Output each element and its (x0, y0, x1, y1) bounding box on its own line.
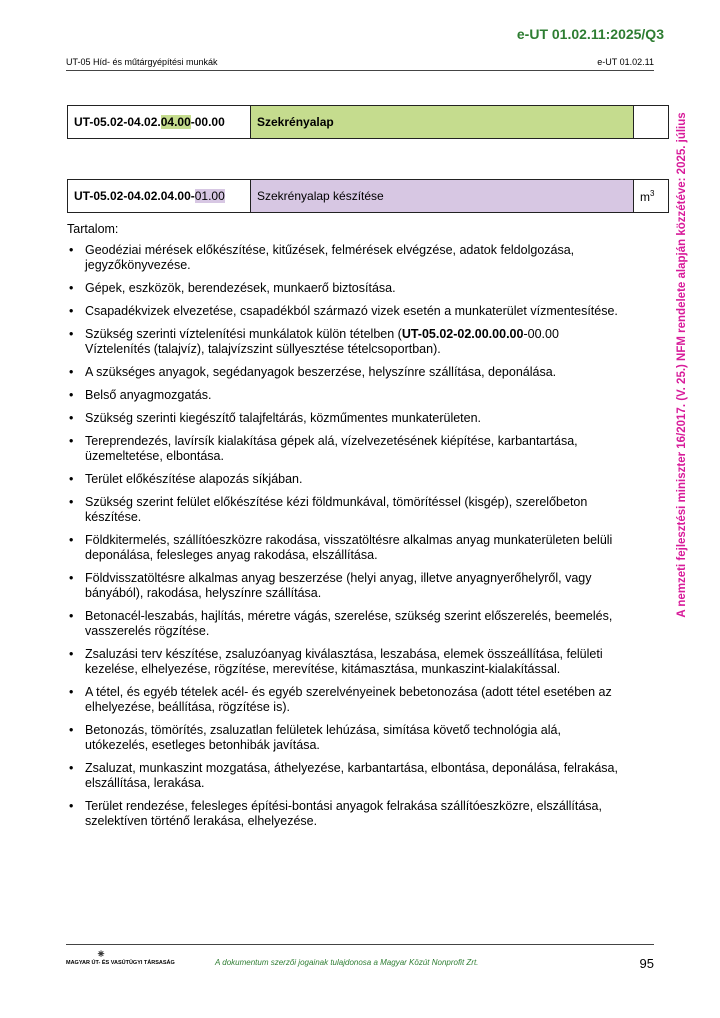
list-item: • Betonozás, tömörítés, zsaluzatlan felületek lehúzása, simítása követő technológia alá, utókezelés, esetleges betonhibák javítása. (67, 723, 627, 753)
item-group-title: Szekrényalap (251, 106, 634, 139)
list-item: • Szükség szerinti kiegészítő talajfeltárás, közműmentes munkaterületen. (67, 411, 627, 426)
list-item: • Csapadékvizek elvezetése, csapadékból származó vizek esetén a munkaterület vízmentesítése. (67, 304, 627, 319)
logo (66, 947, 176, 969)
side-note-text: A nemzeti fejlesztési miniszter 16/2017. (V. 25.) NFM rendelete alapján közzétéve: 2025. július (676, 112, 688, 618)
list-item: • A szükséges anyagok, segédanyagok beszerzése, helyszínre szállítása, deponálása. (67, 365, 627, 380)
list-item: • Tereprendezés, lavírsík kialakítása gépek alá, vízelvezetésének kiépítése, karbantartása, üzemeltetése, elbontása. (67, 434, 627, 464)
list-item: • Geodéziai mérések előkészítése, kitűzések, felmérések elvégzése, adatok feldolgozása, jegyzőkönyvezése. (67, 243, 627, 273)
list-item: • Zsaluzat, munkaszint mozgatása, áthelyezése, karbantartása, elbontása, deponálása, felrakása, elszállítása, lerakása. (67, 761, 627, 791)
list-item: • Földvisszatöltésre alkalmas anyag beszerzése (helyi anyag, illetve anyagnyerőhelyről, vagy bányából), rakodása, helyszínre szállítása. (67, 571, 627, 601)
list-item: • Szükség szerinti víztelenítési munkálatok külön tételben (UT-05.02-02.00.00.00-00.00 Víztelenítés (talajvíz), talajvízszint süllyesztése tételcsoportban). (67, 327, 627, 357)
list-item: • Terület előkészítése alapozás síkjában. (67, 472, 627, 487)
page-number: 95 (639, 956, 654, 971)
list-item: • Földkitermelés, szállítóeszközre rakodása, visszatöltésre alkalmas anyag munkaterületen belüli deponálása, felesleges anyag rakodása, elszállítása. (67, 533, 627, 563)
document-id: e-UT 01.02.11:2025/Q3 (516, 26, 664, 42)
item-row (68, 180, 669, 213)
code-highlight: 04.00 (160, 115, 191, 129)
content-section (67, 222, 627, 837)
copyright-note: A dokumentum szerzői jogainak tulajdonosa a Magyar Közút Nonprofit Zrt. (215, 958, 479, 967)
referenced-item-code: UT-05.02-02.00.00.00 (401, 327, 524, 341)
code-highlight: 01.00 (194, 189, 225, 203)
list-item: • Belső anyagmozgatás. (67, 388, 627, 403)
item-code: UT-05.02-04.02.04.00-01.00 (68, 180, 251, 213)
bird-icon: ⁕ (96, 947, 107, 961)
content-list (67, 243, 627, 829)
list-item: • Szükség szerint felület előkészítése kézi földmunkával, tömörítéssel (kisgép), szerelőbeton készítése. (67, 495, 627, 525)
item-title: Szekrényalap készítése (251, 180, 634, 213)
list-item: • A tétel, és egyéb tételek acél- és egyéb szerelvényeinek bebetonozása (adott tétel esetében az elhelyezése, beállítása, rögzítése is). (67, 685, 627, 715)
item-unit: $m^3$ (634, 180, 669, 213)
item-group-table (67, 105, 669, 139)
list-item: • Betonacél-leszabás, hajlítás, méretre vágás, szerelése, szükség szerint előszerelés, beemelés, vasszerelés rögzítése. (67, 609, 627, 639)
footer-divider (66, 944, 654, 945)
item-group-unit (634, 106, 669, 139)
list-item: • Zsaluzási terv készítése, zsaluzóanyag kiválasztása, leszabása, elemek összeállítása, felületi kezelése, elhelyezése, rögzítése, merevítése, kitámasztása, munkaszint-kialakítással. (67, 647, 627, 677)
list-item: • Terület rendezése, felesleges építési-bontási anyagok felrakása szállítóeszközre, elszállítása, szelektíven történő lerakása, elhelyezése. (67, 799, 627, 829)
header-doc-code: e-UT 01.02.11 (597, 57, 654, 67)
content-heading: Tartalom: (67, 222, 119, 236)
item-group-code: UT-05.02-04.02.04.00-00.00 (68, 106, 251, 139)
header-divider (66, 70, 654, 71)
item-table (67, 179, 669, 213)
list-item: • Gépek, eszközök, berendezések, munkaerő biztosítása. (67, 281, 627, 296)
header-chapter: UT-05 Híd- és műtárgyépítési munkák (66, 57, 218, 67)
item-group-row (68, 106, 669, 139)
logo-name: MAGYAR ÚT- ÉS VASÚTÜGYI TÁRSASÁG (66, 960, 175, 966)
side-publication-note (672, 95, 692, 635)
